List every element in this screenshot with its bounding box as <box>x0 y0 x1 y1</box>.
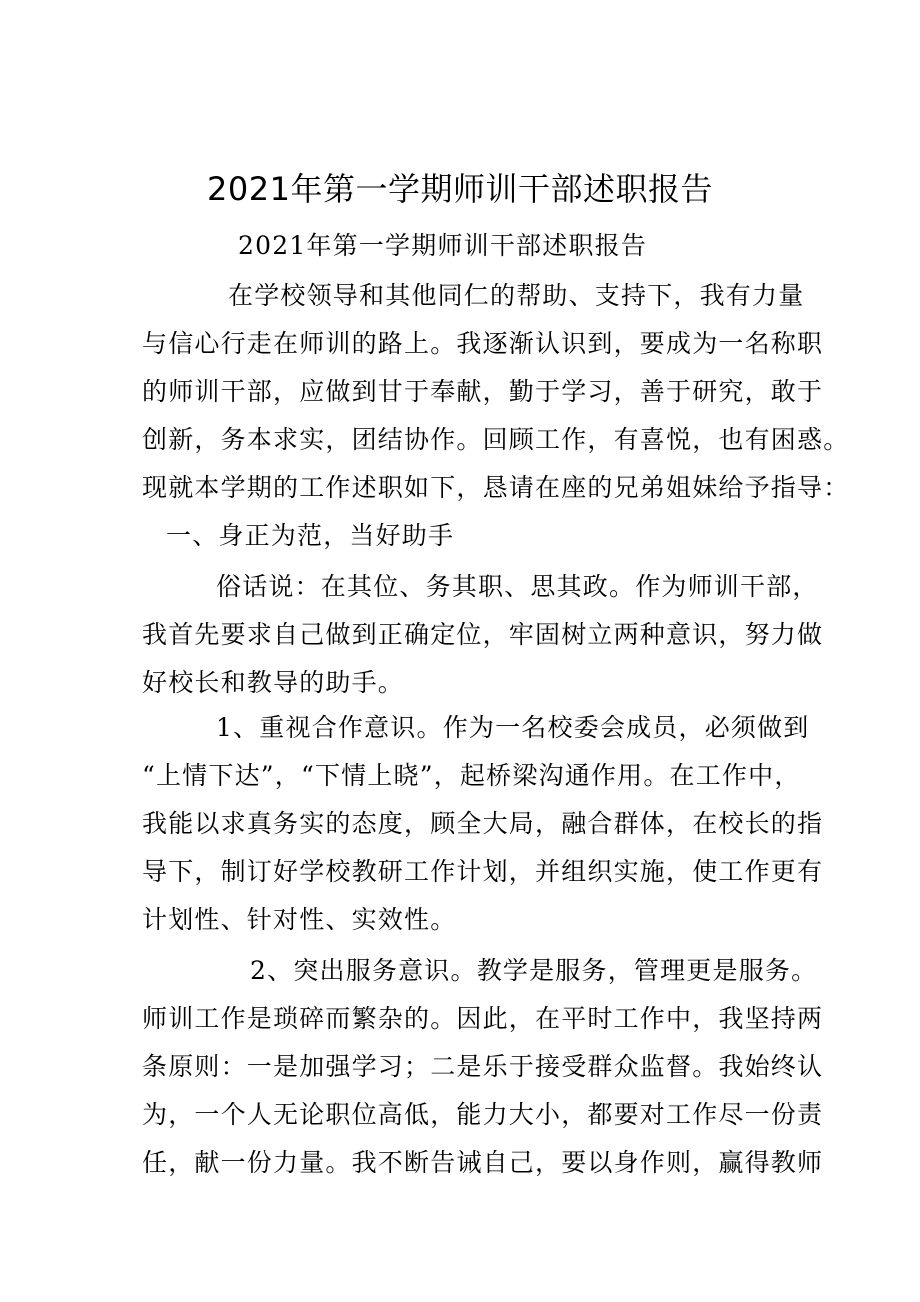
paragraph-line: “上情下达”，“下情上晓”，起桥梁沟通作用。在工作中， <box>142 761 801 790</box>
section-heading: 一、身正为范，当好助手 <box>166 521 455 550</box>
paragraph-line: 条原则：一是加强学习；二是乐于接受群众监督。我始终认 <box>142 1052 824 1081</box>
paragraph-line: 为，一个人无论职位高低，能力大小，都要对工作尽一份责 <box>142 1100 824 1129</box>
paragraph-line: 在学校领导和其他同仁的帮助、支持下，我有力量 <box>228 281 805 310</box>
paragraph-line: 导下，制订好学校教研工作计划，并组织实施，使工作更有 <box>142 857 824 886</box>
paragraph-line: 我能以求真务实的态度，顾全大局，融合群体，在校长的指 <box>142 809 824 838</box>
paragraph-line: 师训工作是琐碎而繁杂的。因此，在平时工作中，我坚持两 <box>142 1004 824 1033</box>
document-subtitle: 2021年第一学期师训干部述职报告 <box>238 231 648 260</box>
paragraph-line: 1、重视合作意识。作为一名校委会成员，必须做到 <box>216 713 810 742</box>
paragraph-line: 创新，务本求实，团结协作。回顾工作，有喜悦，也有困惑。 <box>142 425 850 454</box>
paragraph-line: 我首先要求自己做到正确定位，牢固树立两种意识，努力做 <box>142 620 824 649</box>
paragraph-line: 现就本学期的工作述职如下，恳请在座的兄弟姐妹给予指导： <box>142 473 850 502</box>
paragraph-line: 与信心行走在师训的路上。我逐渐认识到，要成为一名称职 <box>142 329 824 358</box>
paragraph-line: 任，献一份力量。我不断告诫自己，要以身作则，赢得教师 <box>142 1148 824 1177</box>
paragraph-line: 计划性、针对性、实效性。 <box>142 905 457 934</box>
document-title: 2021年第一学期师训干部述职报告 <box>207 170 713 209</box>
paragraph-line: 好校长和教导的助手。 <box>142 668 405 697</box>
paragraph-line: 2、突出服务意识。教学是服务，管理更是服务。 <box>250 956 818 985</box>
paragraph-line: 的师训干部，应做到甘于奉献，勤于学习，善于研究，敢于 <box>142 377 824 406</box>
paragraph-line: 俗话说：在其位、务其职、思其政。作为师训干部， <box>216 572 819 601</box>
